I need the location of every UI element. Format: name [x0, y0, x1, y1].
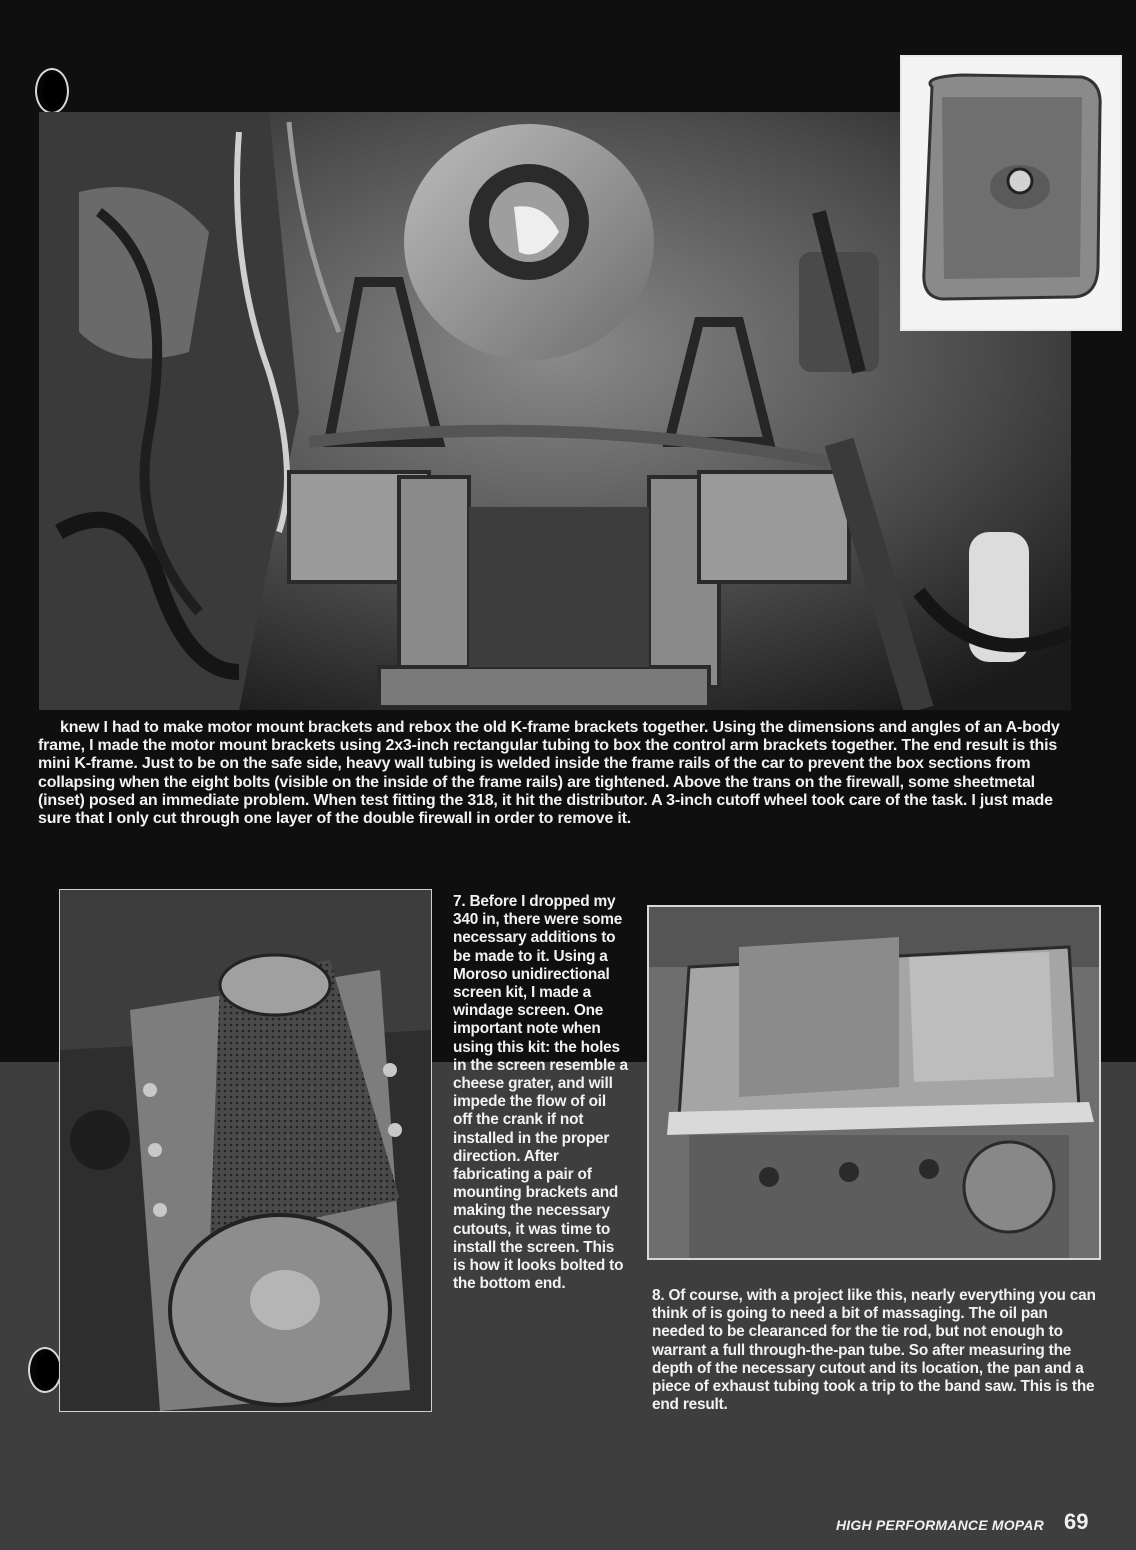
binder-hole-bottom	[28, 1347, 62, 1393]
binder-hole-top	[35, 68, 69, 114]
magazine-title: HIGH PERFORMANCE MOPAR	[836, 1517, 1044, 1533]
step8-caption: 8. Of course, with a project like this, nearly everything you can think of is going to need a bit of massaging. The oil pan needed to be clearanced for the tie rod, but not enough to warrant a full through-the-pan tube. So after measuring the depth of the necessary cutout and its location, the pan and a piece of exhaust tubing took a trip to the band saw. This is the end result.	[652, 1287, 1096, 1414]
windage-screen-photo	[59, 889, 432, 1412]
inset-sheetmetal-photo	[900, 55, 1122, 331]
oil-pan-photo	[647, 905, 1101, 1260]
step7-caption: 7. Before I dropped my 340 in, there were some necessary additions to be made to it. Using a Moroso unidirectional screen kit, I made a windage screen. One important note when using this kit: the holes in the screen resemble a cheese grater, and will impede the flow of oil off the crank if not installed in the proper direction. After fabricating a pair of mounting brackets and making the necessary cutouts, it was time to install the screen. This is how it looks bolted to the bottom end.	[453, 893, 628, 1293]
dropcap-i	[38, 717, 58, 735]
main-caption	[38, 717, 1078, 828]
main-caption-text: knew I had to make motor mount brackets and rebox the old K-frame brackets together. Using the dimensions and angles of an A-body frame, I made the motor mount brackets using 2x3-inch rectangular tubing to box the control arm brackets together. The end result is this mini K-frame. Just to be on the safe side, heavy wall tubing is welded inside the frame rails of the car to prevent the box sections from collapsing when the eight bolts (visible on the inside of the frame rails) are tightened. Above the trans on the firewall, some sheetmetal (inset) posed an immediate problem. When test fitting the 318, it hit the distributor. A 3-inch cutoff wheel took care of the task. I just made sure that I only cut through one layer of the double firewall in order to remove it.	[38, 719, 1060, 828]
page-number: 69	[1064, 1509, 1089, 1534]
